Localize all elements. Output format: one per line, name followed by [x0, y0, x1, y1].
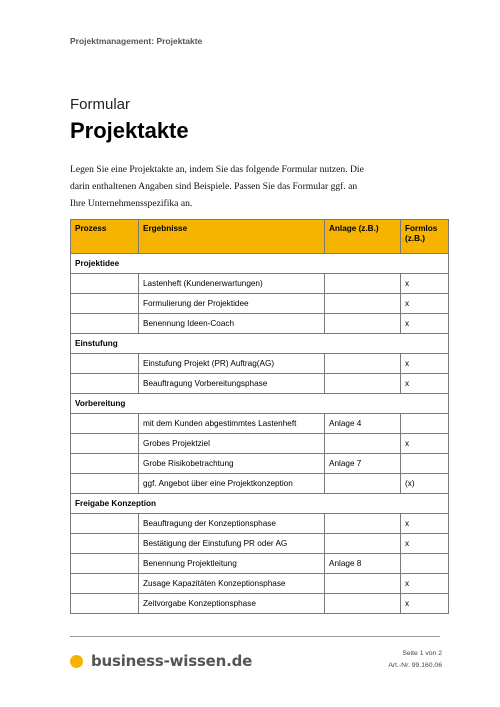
result-cell: ggf. Angebot über eine Projektkonzeption [139, 474, 325, 494]
result-cell: Beauftragung Vorbereitungsphase [139, 374, 325, 394]
table-row [71, 454, 449, 474]
column-header-process: Prozess [71, 220, 139, 254]
running-header: Projektmanagement: Projektakte [70, 36, 203, 46]
document-type-label: Formular [70, 96, 131, 113]
column-header-attachment: Anlage (z.B.) [325, 220, 401, 254]
table-row [71, 274, 449, 294]
attachment-cell: Anlage 8 [325, 554, 401, 574]
intro-text: Legen Sie eine Projektakte an, indem Sie das folgende Formular nutzen. Die darin enthaltenen Angaben sind Beispiele. Passen Sie das Formular ggf. an Ihre Unternehmensspezifika an. [70, 164, 364, 209]
result-cell: mit dem Kunden abgestimmtes Lastenheft [139, 414, 325, 434]
attachment-cell: Anlage 4 [325, 414, 401, 434]
informal-cell: x [401, 314, 449, 334]
process-cell [71, 294, 139, 314]
process-cell [71, 554, 139, 574]
table-row [71, 354, 449, 374]
page-number: Seite 1 von 2 [402, 650, 442, 657]
informal-cell [401, 554, 449, 574]
process-cell [71, 574, 139, 594]
attachment-cell [325, 534, 401, 554]
attachment-cell [325, 354, 401, 374]
result-cell: Grobe Risikobetrachtung [139, 454, 325, 474]
table-header-row [71, 220, 449, 254]
section-title: Vorbereitung [71, 394, 449, 414]
informal-cell: x [401, 594, 449, 614]
attachment-cell [325, 274, 401, 294]
article-number: Art.-Nr. 99.160.06 [388, 662, 442, 669]
process-cell [71, 454, 139, 474]
attachment-cell [325, 594, 401, 614]
informal-cell: x [401, 274, 449, 294]
informal-cell [401, 454, 449, 474]
process-cell [71, 474, 139, 494]
page-info [388, 648, 442, 672]
attachment-cell [325, 314, 401, 334]
process-cell [71, 374, 139, 394]
attachment-cell [325, 374, 401, 394]
table-row [71, 414, 449, 434]
result-cell: Benennung Projektleitung [139, 554, 325, 574]
process-cell [71, 414, 139, 434]
informal-cell: x [401, 374, 449, 394]
table-row [71, 554, 449, 574]
footer-divider [70, 636, 440, 637]
process-cell [71, 274, 139, 294]
informal-cell: (x) [401, 474, 449, 494]
process-cell [71, 594, 139, 614]
attachment-cell [325, 434, 401, 454]
logo [70, 652, 252, 670]
result-cell: Zusage Kapazitäten Konzeptionsphase [139, 574, 325, 594]
process-cell [71, 314, 139, 334]
result-cell: Bestätigung der Einstufung PR oder AG [139, 534, 325, 554]
section-row [71, 334, 449, 354]
process-cell [71, 534, 139, 554]
result-cell: Formulierung der Projektidee [139, 294, 325, 314]
result-cell: Zeitvorgabe Konzeptionsphase [139, 594, 325, 614]
informal-cell: x [401, 294, 449, 314]
table-row [71, 314, 449, 334]
section-row [71, 254, 449, 274]
table-row [71, 594, 449, 614]
table-row [71, 434, 449, 454]
attachment-cell [325, 474, 401, 494]
informal-cell: x [401, 574, 449, 594]
informal-cell: x [401, 534, 449, 554]
result-cell: Grobes Projektziel [139, 434, 325, 454]
process-cell [71, 434, 139, 454]
section-title: Projektidee [71, 254, 449, 274]
table-body [71, 254, 449, 614]
section-title: Freigabe Konzeption [71, 494, 449, 514]
table-row [71, 374, 449, 394]
table-row [71, 534, 449, 554]
section-row [71, 394, 449, 414]
process-cell [71, 354, 139, 374]
table-row [71, 474, 449, 494]
result-cell: Beauftragung der Konzeptionsphase [139, 514, 325, 534]
process-cell [71, 514, 139, 534]
result-cell: Benennung Ideen-Coach [139, 314, 325, 334]
section-title: Einstufung [71, 334, 449, 354]
table-row [71, 574, 449, 594]
attachment-cell: Anlage 7 [325, 454, 401, 474]
attachment-cell [325, 294, 401, 314]
section-row [71, 494, 449, 514]
table-row [71, 294, 449, 314]
result-cell: Lastenheft (Kundenerwartungen) [139, 274, 325, 294]
informal-cell: x [401, 434, 449, 454]
attachment-cell [325, 514, 401, 534]
logo-text: business-wissen.de [91, 652, 253, 670]
result-cell: Einstufung Projekt (PR) Auftrag(AG) [139, 354, 325, 374]
logo-dot-icon [70, 655, 83, 668]
page-title: Projektakte [70, 118, 189, 143]
informal-cell: x [401, 514, 449, 534]
informal-cell: x [401, 354, 449, 374]
project-file-table [70, 219, 449, 614]
column-header-results: Ergebnisse [139, 220, 325, 254]
table-row [71, 514, 449, 534]
attachment-cell [325, 574, 401, 594]
informal-cell [401, 414, 449, 434]
column-header-informal: Formlos (z.B.) [401, 220, 449, 254]
